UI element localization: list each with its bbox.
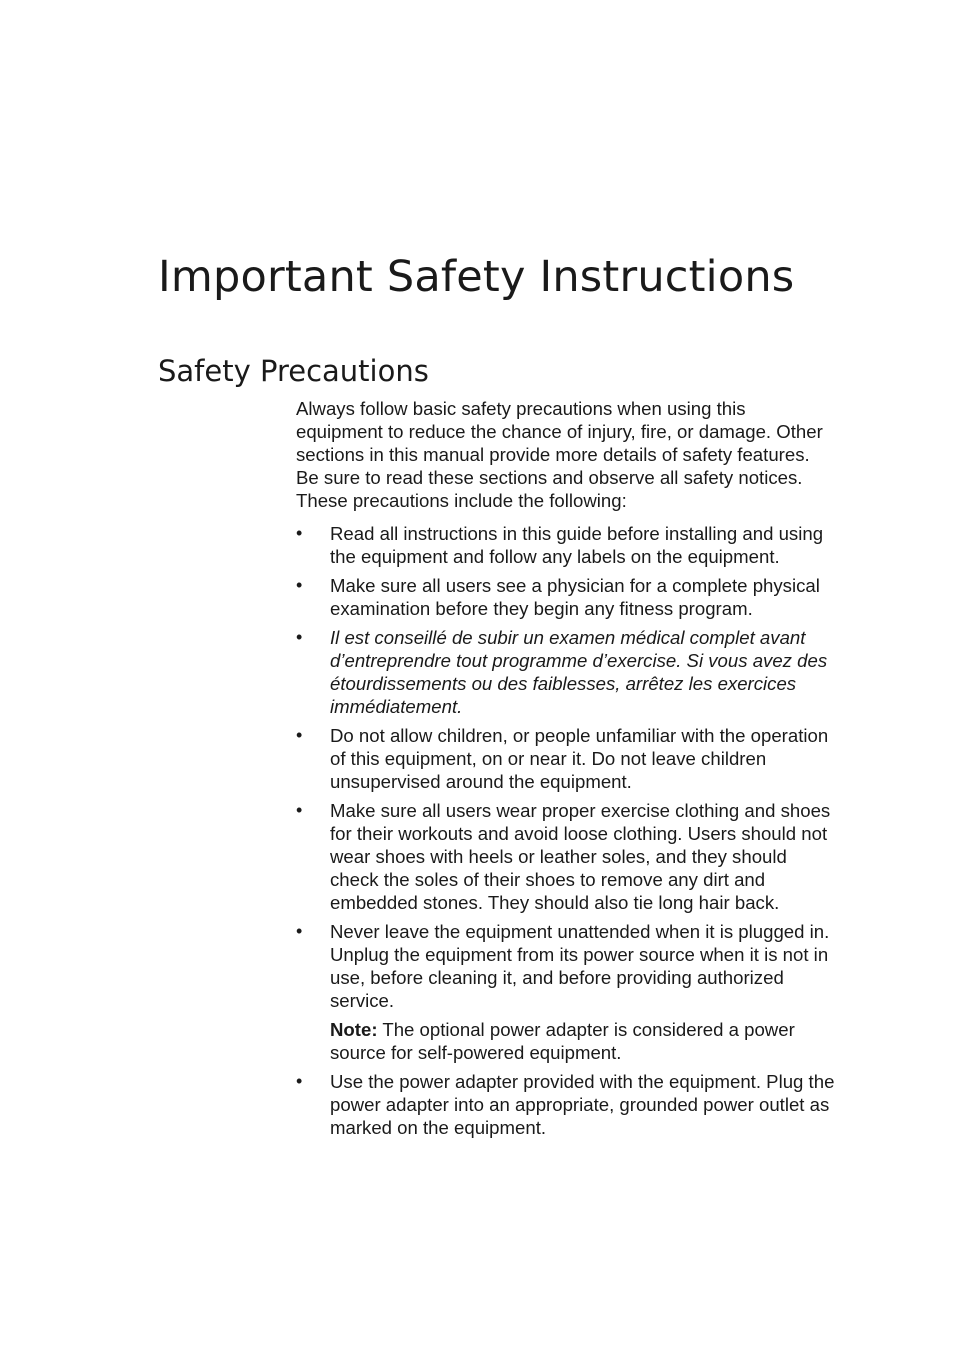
section-heading: Safety Precautions: [158, 354, 429, 388]
list-item-text: Make sure all users see a physician for a complete physical examination before they begin any fitness program.: [330, 575, 820, 619]
bullet-icon: •: [296, 800, 303, 820]
bullet-icon: •: [296, 1071, 303, 1091]
note-paragraph: [330, 1018, 836, 1064]
bullet-icon: •: [296, 725, 303, 745]
list-item: [296, 574, 836, 620]
list-item-text: Make sure all users wear proper exercise clothing and shoes for their workouts and avoid loose clothing. Users should not wear shoes with heels or leather soles, and they should check the soles of their shoes to remove any dirt and embedded stones. They should also tie long hair back.: [330, 800, 831, 913]
page-title: Important Safety Instructions: [158, 252, 795, 302]
list-item: [296, 799, 836, 914]
precautions-list: [296, 522, 836, 1139]
note-label: Note:: [330, 1019, 378, 1040]
list-item: [296, 522, 836, 568]
list-item: [296, 920, 836, 1064]
list-item-text: Use the power adapter provided with the equipment. Plug the power adapter into an appropriate, grounded power outlet as marked on the equipment.: [330, 1071, 835, 1138]
list-item-text: Never leave the equipment unattended when it is plugged in. Unplug the equipment from its power source when it is not in use, before cleaning it, and before providing authorized service.: [330, 921, 830, 1011]
bullet-icon: •: [296, 627, 303, 647]
bullet-icon: •: [296, 575, 303, 595]
bullet-icon: •: [296, 523, 303, 543]
bullet-icon: •: [296, 921, 303, 941]
list-item-text: Do not allow children, or people unfamiliar with the operation of this equipment, on or near it. Do not leave children unsupervised around the equipment.: [330, 725, 829, 792]
list-item-text: Read all instructions in this guide before installing and using the equipment and follow any labels on the equipment.: [330, 523, 824, 567]
intro-paragraph: Always follow basic safety precautions when using this equipment to reduce the chance of injury, fire, or damage. Other sections in this manual provide more details of safety features. Be sure to read these sections and observe all safety notices. These precautions include the following:: [296, 398, 823, 511]
body-content: [296, 397, 836, 1145]
note-text: The optional power adapter is considered a power source for self-powered equipment.: [330, 1019, 795, 1063]
list-item: [296, 626, 836, 718]
list-item: [296, 724, 836, 793]
list-item: [296, 1070, 836, 1139]
list-item-text-french: Il est conseillé de subir un examen médical complet avant d’entreprendre tout programme d’exercise. Si vous avez des étourdissements ou des faiblesses, arrêtez les exercices immédiatement.: [330, 627, 828, 717]
